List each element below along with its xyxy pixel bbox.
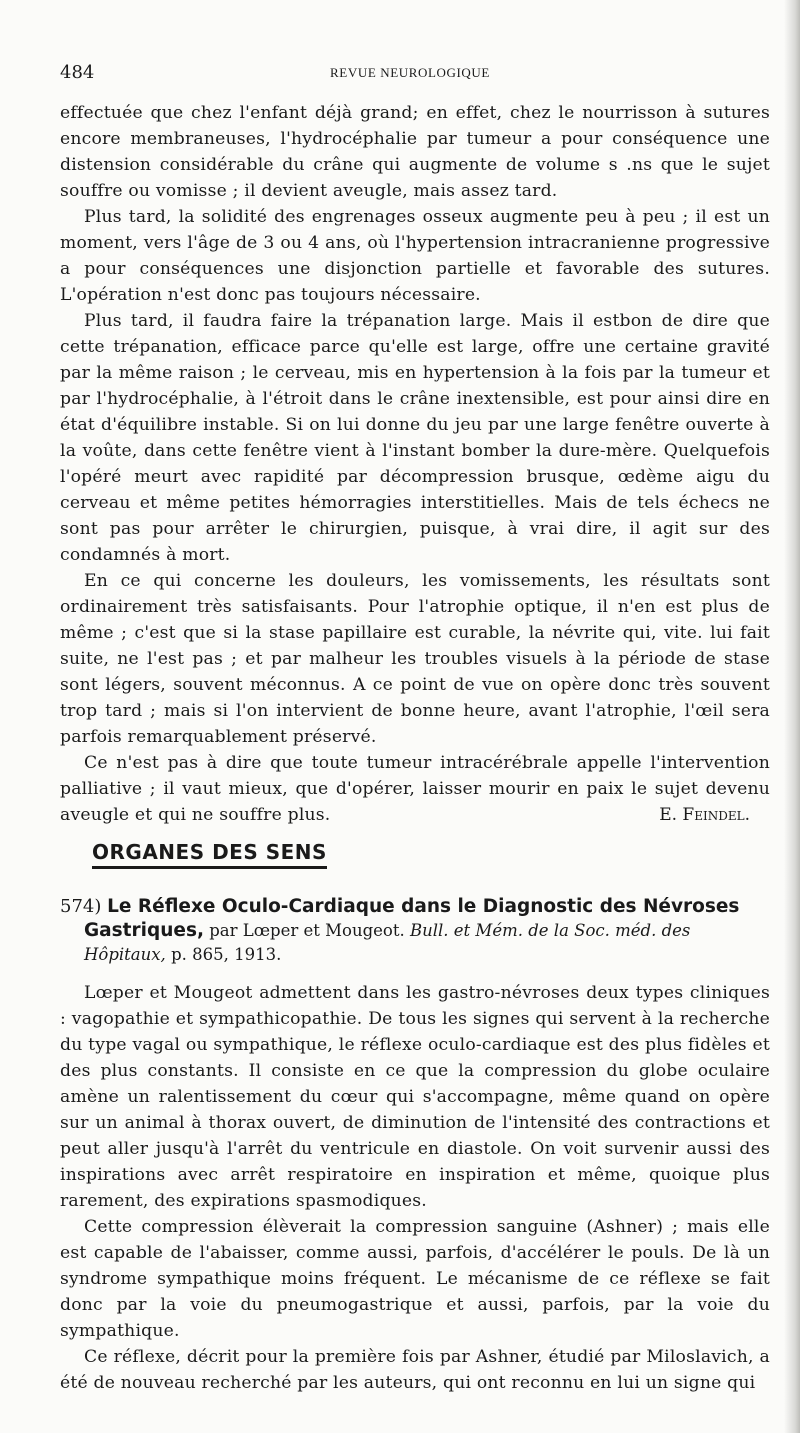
page-edge-shadow — [784, 0, 800, 1433]
running-head: REVUE NEUROLOGIQUE — [330, 65, 490, 80]
journal-name: Bull. et Mém. de la Soc. méd. des Hôpitaux, — [84, 921, 691, 964]
paragraph: Cette compression élèverait la compression sanguine (Ashner) ; mais elle est capable de l'abaisser, comme aussi, parfois, d'accélérer le pouls. De là un syndrome sympathique moins fréquent. Le mécanisme de ce réflexe se fait donc par la voie du pneumogastrique et aussi, parfois, par la voie du sympathique. — [60, 1217, 770, 1341]
section-heading: ORGANES DES SENS — [92, 840, 327, 869]
article-authors: par Lœper et Mougeot. — [209, 921, 405, 940]
paragraph: Ce n'est pas à dire que toute tumeur intracérébrale appelle l'intervention palliative ; il vaut mieux, que d'opérer, laisser mourir en paix le sujet devenu aveugle et qui ne souffre plus. — [60, 753, 770, 825]
article-title-block — [60, 895, 770, 967]
article-title: Le Réflexe Oculo-Cardiaque dans le Diagnostic des Névroses — [107, 896, 740, 917]
second-article-body — [60, 980, 770, 1396]
article-citation — [60, 919, 770, 967]
paragraph: Plus tard, la solidité des engrenages osseux augmente peu à peu ; il est un moment, vers l'âge de 3 ou 4 ans, où l'hypertension intracranienne progressive a pour conséquences une disjonction partielle et favorable des sutures. L'opération n'est donc pas toujours nécessaire. — [60, 207, 770, 305]
author-signature: E. Feindel. — [659, 805, 750, 825]
paragraph: Lœper et Mougeot admettent dans les gastro-névroses deux types cliniques : vagopathie et sympathicopathie. De tous les signes qui servent à la recherche du type vagal ou sympathique, le réflexe oculo-cardiaque est des plus fidèles et des plus constants. Il consiste en ce que la compression du globe oculaire amène un ralentissement du cœur qui s'accompagne, même quand on opère sur un animal à thorax ouvert, de diminution de l'intensité des contractions et peut aller jusqu'à l'arrêt du ventricule en diastole. On voit survenir aussi des inspirations avec arrêt respiratoire en inspiration et même, quoique plus rarement, des expirations spasmodiques. — [60, 983, 770, 1211]
paragraph: Plus tard, il faudra faire la trépanation large. Mais il estbon de dire que cette trépanation, efficace parce qu'elle est large, offre une certaine gravité par la même raison ; le cerveau, mis en hypertension à la fois par la tumeur et par l'hydrocéphalie, à l'étroit dans le crâne inextensible, est pour ainsi dire en état d'équilibre instable. Si on lui donne du jeu par une large fenêtre ouverte à la voûte, dans cette fenêtre vient à l'instant bomber la dure-mère. Quelquefois l'opéré meurt avec rapidité par décompression brusque, œdème aigu du cerveau et même petites hémorragies interstitielles. Mais de tels échecs ne sont pas pour arrêter le chirurgien, puisque, à vrai dire, il agit sur des condamnés à mort. — [60, 311, 770, 565]
paragraph: effectuée que chez l'enfant déjà grand; en effet, chez le nourrisson à sutures encore membraneuses, l'hydrocéphalie par tumeur a pour conséquence une distension considérable du crâne qui augmente de volume s .ns que le sujet souffre ou vomisse ; il devient aveugle, mais assez tard. — [60, 103, 770, 201]
article-title-continued: Gastriques, — [84, 920, 204, 941]
journal-pages: p. 865, 1913. — [171, 945, 282, 964]
paragraph: Ce réflexe, décrit pour la première fois par Ashner, étudié par Miloslavich, a été de nouveau recherché par les auteurs, qui ont reconnu en lui un signe qui — [60, 1347, 770, 1393]
page-header — [60, 62, 760, 84]
page-number: 484 — [60, 62, 95, 83]
article-number: 574) — [60, 896, 102, 917]
first-article-body — [60, 100, 770, 828]
paragraph: En ce qui concerne les douleurs, les vomissements, les résultats sont ordinairement très satisfaisants. Pour l'atrophie optique, il n'en est plus de même ; c'est que si la stase papillaire est curable, la névrite qui, vite. lui fait suite, ne l'est pas ; et par malheur les troubles visuels à la période de stase sont légers, souvent méconnus. A ce point de vue on opère donc très souvent trop tard ; mais si l'on intervient de bonne heure, avant l'atrophie, l'œil sera parfois remarquablement préservé. — [60, 571, 770, 747]
article-title-line — [60, 895, 770, 919]
